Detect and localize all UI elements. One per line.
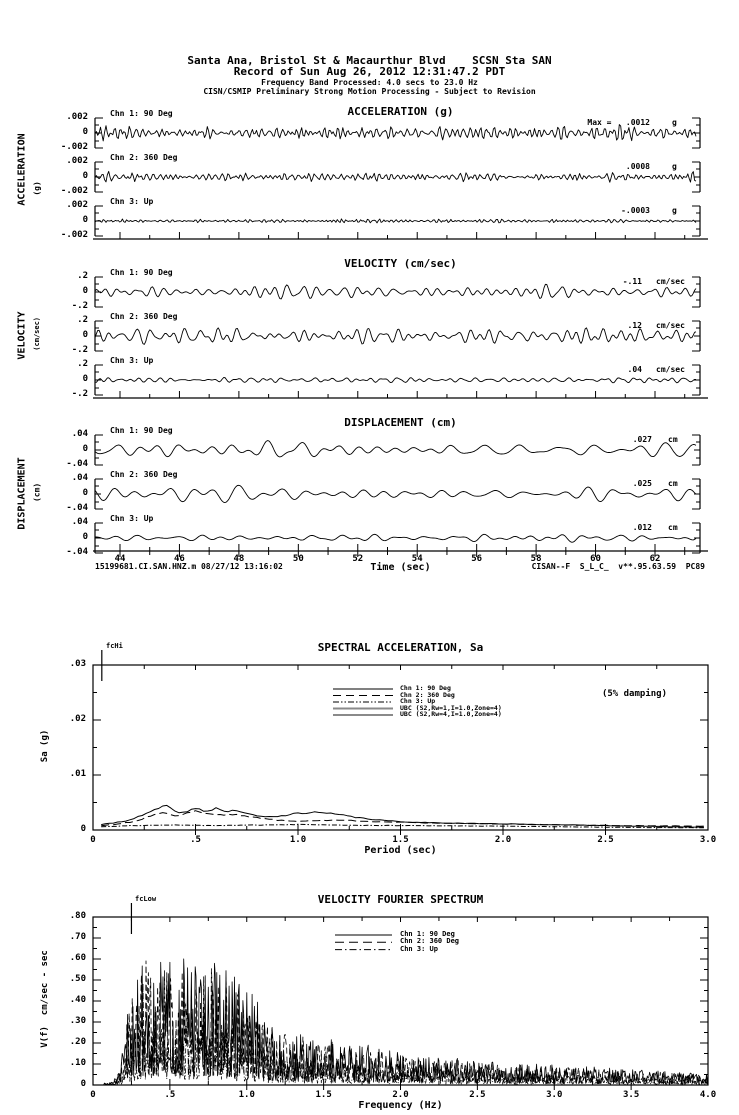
fourier-ytick-label: .20 <box>69 1037 86 1047</box>
displacement-ytick-label: 0 <box>82 488 88 498</box>
frequency-xlabel: Frequency (Hz) <box>358 1100 443 1111</box>
fourier-legend-label: Chn 2: 360 Deg <box>400 937 460 946</box>
velocity-peak-value: -.11 <box>622 277 642 286</box>
fourier-ytick-label: .70 <box>69 932 86 942</box>
sa-xtick-label: 3.0 <box>699 835 717 845</box>
damping-note: (5% damping) <box>601 689 667 699</box>
fourier-ytick-label: 0 <box>80 1079 86 1089</box>
acceleration-ytick-label: 0 <box>82 215 88 225</box>
acceleration-peak-unit: g <box>672 118 677 127</box>
fourier-ytick-label: .40 <box>69 995 86 1005</box>
velocity-channel-label: Chn 2: 360 Deg <box>110 312 178 321</box>
displacement-ytick-label: .04 <box>71 429 88 439</box>
velocity-ylabel-units: (cm/sec) <box>33 316 42 351</box>
acceleration-ytick-label: -.002 <box>60 142 88 152</box>
sa-xtick-label: 0 <box>90 835 96 845</box>
time-xlabel: Time (sec) <box>370 562 431 573</box>
station-title: Santa Ana, Bristol St & Macaurthur Blvd SCSN Sta SAN <box>187 54 552 67</box>
velocity-peak-unit: cm/sec <box>656 365 685 374</box>
sa-xtick-label: 2.0 <box>494 835 512 845</box>
velocity-peak-value: .12 <box>627 321 642 330</box>
displacement-peak-value: .012 <box>632 523 652 532</box>
velocity-title: VELOCITY (cm/sec) <box>344 257 457 270</box>
displacement-ytick-label: 0 <box>82 532 88 542</box>
velocity-ytick-label: -.2 <box>71 389 88 399</box>
displacement-peak-unit: cm <box>668 435 678 444</box>
fourier-xtick-label: .5 <box>164 1090 176 1100</box>
acceleration-peak-value: .0008 <box>625 162 650 171</box>
sa-xtick-label: 1.5 <box>392 835 409 845</box>
fclow-label: fcLow <box>135 895 157 903</box>
fourier-ytick-label: .60 <box>69 953 86 963</box>
fourier-legend-label: Chn 1: 90 Deg <box>400 930 455 938</box>
acceleration-peak-unit: g <box>672 206 677 215</box>
record-date-line: Record of Sun Aug 26, 2012 12:31:47.2 PDT <box>233 65 506 78</box>
fourier-xtick-label: 2.0 <box>392 1090 409 1100</box>
frequency-band-note: Frequency Band Processed: 4.0 secs to 23.0 Hz <box>261 78 478 87</box>
fourier-xtick-label: 4.0 <box>699 1090 717 1100</box>
sa-ytick-label: .01 <box>69 769 86 779</box>
velocity-peak-unit: cm/sec <box>656 321 685 330</box>
velocity-channel-3-trace <box>95 378 696 383</box>
sa-ylabel: Sa (g) <box>40 729 51 763</box>
displacement-channel-label: Chn 1: 90 Deg <box>110 426 173 435</box>
acceleration-peak-value: -.0003 <box>621 206 650 215</box>
sa-legend-label: UBC (S2,Rw=1,I=1.0,Zone=4) <box>400 703 502 712</box>
displacement-ytick-label: 0 <box>82 444 88 454</box>
sa-ytick-label: .03 <box>69 659 86 669</box>
velocity-ytick-label: -.2 <box>71 345 88 355</box>
displacement-channel-3-trace <box>95 534 696 542</box>
displacement-xtick-label: 44 <box>114 554 126 564</box>
displacement-xtick-label: 52 <box>352 554 364 564</box>
fourier-ytick-label: .10 <box>69 1058 86 1068</box>
velocity-ytick-label: .2 <box>77 271 88 281</box>
displacement-ytick-label: .04 <box>71 517 88 527</box>
velocity-ytick-label: 0 <box>82 286 88 296</box>
fourier-ytick-label: .50 <box>69 974 86 984</box>
displacement-ytick-label: -.04 <box>66 503 88 513</box>
velocity-ytick-label: .2 <box>77 315 88 325</box>
displacement-peak-unit: cm <box>668 523 678 532</box>
fourier-xtick-label: 1.5 <box>315 1090 332 1100</box>
displacement-ytick-label: .04 <box>71 473 88 483</box>
velocity-peak-unit: cm/sec <box>656 277 685 286</box>
fourier-ytick-label: .80 <box>69 911 86 921</box>
spectral-acceleration-title: SPECTRAL ACCELERATION, Sa <box>317 641 484 654</box>
displacement-ytick-label: -.04 <box>66 459 88 469</box>
velocity-ylabel: VELOCITY <box>16 311 28 360</box>
velocity-channel-label: Chn 3: Up <box>110 356 154 365</box>
fourier-xtick-label: 0 <box>90 1090 96 1100</box>
sa-legend-label: Chn 3: Up <box>400 697 436 705</box>
fchi-label: fcHi <box>106 642 123 650</box>
acceleration-title: ACCELERATION (g) <box>347 105 454 118</box>
acceleration-channel-2-trace <box>95 171 696 182</box>
acceleration-ytick-label: .002 <box>66 156 88 166</box>
fourier-xtick-label: 2.5 <box>469 1090 486 1100</box>
displacement-xtick-label: 50 <box>292 554 304 564</box>
displacement-channel-label: Chn 2: 360 Deg <box>110 470 178 479</box>
acceleration-ylabel: ACCELERATION <box>16 133 28 206</box>
acceleration-peak-unit: g <box>672 162 677 171</box>
displacement-channel-label: Chn 3: Up <box>110 514 154 523</box>
sa-series-1 <box>101 805 704 827</box>
displacement-title: DISPLACEMENT (cm) <box>344 416 457 429</box>
displacement-xtick-label: 62 <box>649 554 661 564</box>
sa-legend-label: UBC (S2,Rw=4,I=1.0,Zone=4) <box>400 710 502 718</box>
acceleration-channel-label: Chn 1: 90 Deg <box>110 109 173 118</box>
fourier-xtick-label: 3.5 <box>622 1090 640 1100</box>
sa-series-2 <box>101 811 704 827</box>
sa-legend-label: Chn 1: 90 Deg <box>400 684 451 692</box>
period-xlabel: Period (sec) <box>364 845 437 856</box>
displacement-peak-unit: cm <box>668 479 678 488</box>
acceleration-channel-label: Chn 2: 360 Deg <box>110 153 178 162</box>
displacement-xtick-label: 58 <box>530 554 542 564</box>
fourier-xtick-label: 3.0 <box>546 1090 563 1100</box>
displacement-ytick-label: -.04 <box>66 547 88 557</box>
acceleration-ylabel-units: (g) <box>32 181 42 196</box>
velocity-ytick-label: 0 <box>82 330 88 340</box>
processing-note: CISN/CSMIP Preliminary Strong Motion Processing - Subject to Revision <box>203 87 536 96</box>
sa-ytick-label: .02 <box>69 714 86 724</box>
acceleration-ytick-label: 0 <box>82 171 88 181</box>
displacement-ylabel: DISPLACEMENT <box>16 457 28 530</box>
sa-ytick-label: 0 <box>80 824 86 834</box>
displacement-xtick-label: 48 <box>233 554 245 564</box>
displacement-xtick-label: 60 <box>590 554 601 564</box>
footer-file-id: 15199681.CI.SAN.HNZ.m 08/27/12 13:16:02 <box>95 562 283 571</box>
sa-xtick-label: 1.0 <box>289 835 307 845</box>
sa-legend-label: Chn 2: 360 Deg <box>400 690 455 699</box>
velocity-ytick-label: .2 <box>77 359 88 369</box>
fourier-ytick-label: .30 <box>69 1016 86 1026</box>
footer-processing-id: CISAN--F S_L_C_ v**.95.63.59 PC89 <box>531 562 705 571</box>
displacement-ylabel-units: (cm) <box>32 482 42 503</box>
fourier-ylabel: V(f) cm/sec - sec <box>40 950 51 1048</box>
acceleration-channel-3-trace <box>95 219 696 223</box>
velocity-ytick-label: 0 <box>82 374 88 384</box>
displacement-xtick-label: 54 <box>411 554 423 564</box>
acceleration-ytick-label: -.002 <box>60 230 88 240</box>
sa-xtick-label: 2.5 <box>597 835 614 845</box>
velocity-peak-value: .04 <box>627 365 642 374</box>
fourier-spectrum-title: VELOCITY FOURIER SPECTRUM <box>317 893 484 906</box>
displacement-peak-value: .027 <box>632 435 652 444</box>
acceleration-ytick-label: .002 <box>66 112 88 122</box>
acceleration-peak-value: Max = .0012 <box>587 118 650 127</box>
velocity-ytick-label: -.2 <box>71 301 88 311</box>
displacement-xtick-label: 56 <box>471 554 483 564</box>
fourier-legend-label: Chn 3: Up <box>400 944 438 953</box>
displacement-peak-value: .025 <box>632 479 652 488</box>
acceleration-ytick-label: 0 <box>82 127 88 137</box>
velocity-channel-label: Chn 1: 90 Deg <box>110 268 173 277</box>
fourier-xtick-label: 1.0 <box>238 1090 255 1100</box>
displacement-xtick-label: 46 <box>174 554 185 564</box>
acceleration-channel-label: Chn 3: Up <box>110 197 154 206</box>
acceleration-ytick-label: -.002 <box>60 186 88 196</box>
acceleration-ytick-label: .002 <box>66 200 88 210</box>
sa-xtick-label: .5 <box>190 835 201 845</box>
